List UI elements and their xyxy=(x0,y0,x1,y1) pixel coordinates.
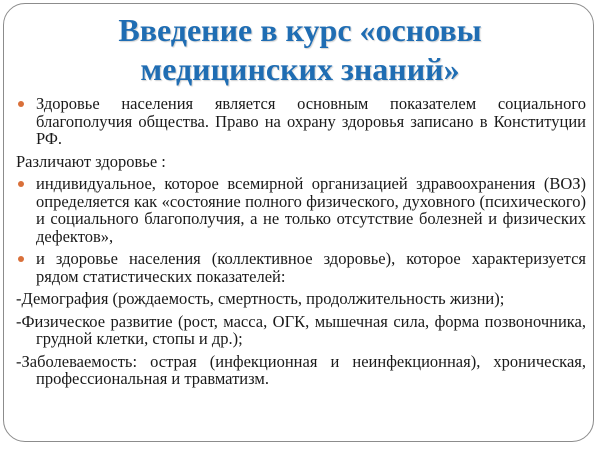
item-demography xyxy=(16,290,586,308)
paragraph-text: -Физическое развитие (рост, масса, ОГК, мышечная сила, форма позвоночника, грудной клетки, стопы и др.); xyxy=(16,311,586,348)
paragraph-text: и здоровье населения (коллективное здоровье), которое характеризуется рядом статистических показателей: xyxy=(36,249,586,286)
title-line-1: Введение в курс «основы xyxy=(118,12,482,48)
paragraph-text: -Заболеваемость: острая (инфекционная и неинфекционная), хроническая, профессиональная и травматизм. xyxy=(16,351,586,388)
bullet-dot-icon xyxy=(18,256,24,262)
bullet-population-health xyxy=(16,95,586,148)
paragraph-text: Здоровье населения является основным показателем социального благополучия общества. Право на охрану здоровья записано в Конституции РФ. xyxy=(36,94,586,148)
bullet-dot-icon xyxy=(18,101,24,107)
bullet-collective-health xyxy=(16,250,586,285)
slide-title xyxy=(0,11,600,89)
slide-body xyxy=(16,95,586,393)
bullet-dot-icon xyxy=(18,181,24,187)
title-line-2: медицинских знаний» xyxy=(140,51,460,87)
item-morbidity xyxy=(16,353,586,388)
item-physical-development xyxy=(16,313,586,348)
bullet-individual-health xyxy=(16,175,586,245)
paragraph-text: индивидуальное, которое всемирной организацией здравоохранения (ВОЗ) определяется как «состояние полного физического, духовного (психического) и социального благополучия, а не только отсутствие болезней и физических дефектов», xyxy=(36,174,586,246)
paragraph-text: Различают здоровье : xyxy=(16,151,166,171)
subheading-distinguish-health xyxy=(16,153,586,171)
paragraph-text: -Демография (рождаемость, смертность, продолжительность жизни); xyxy=(16,289,505,308)
